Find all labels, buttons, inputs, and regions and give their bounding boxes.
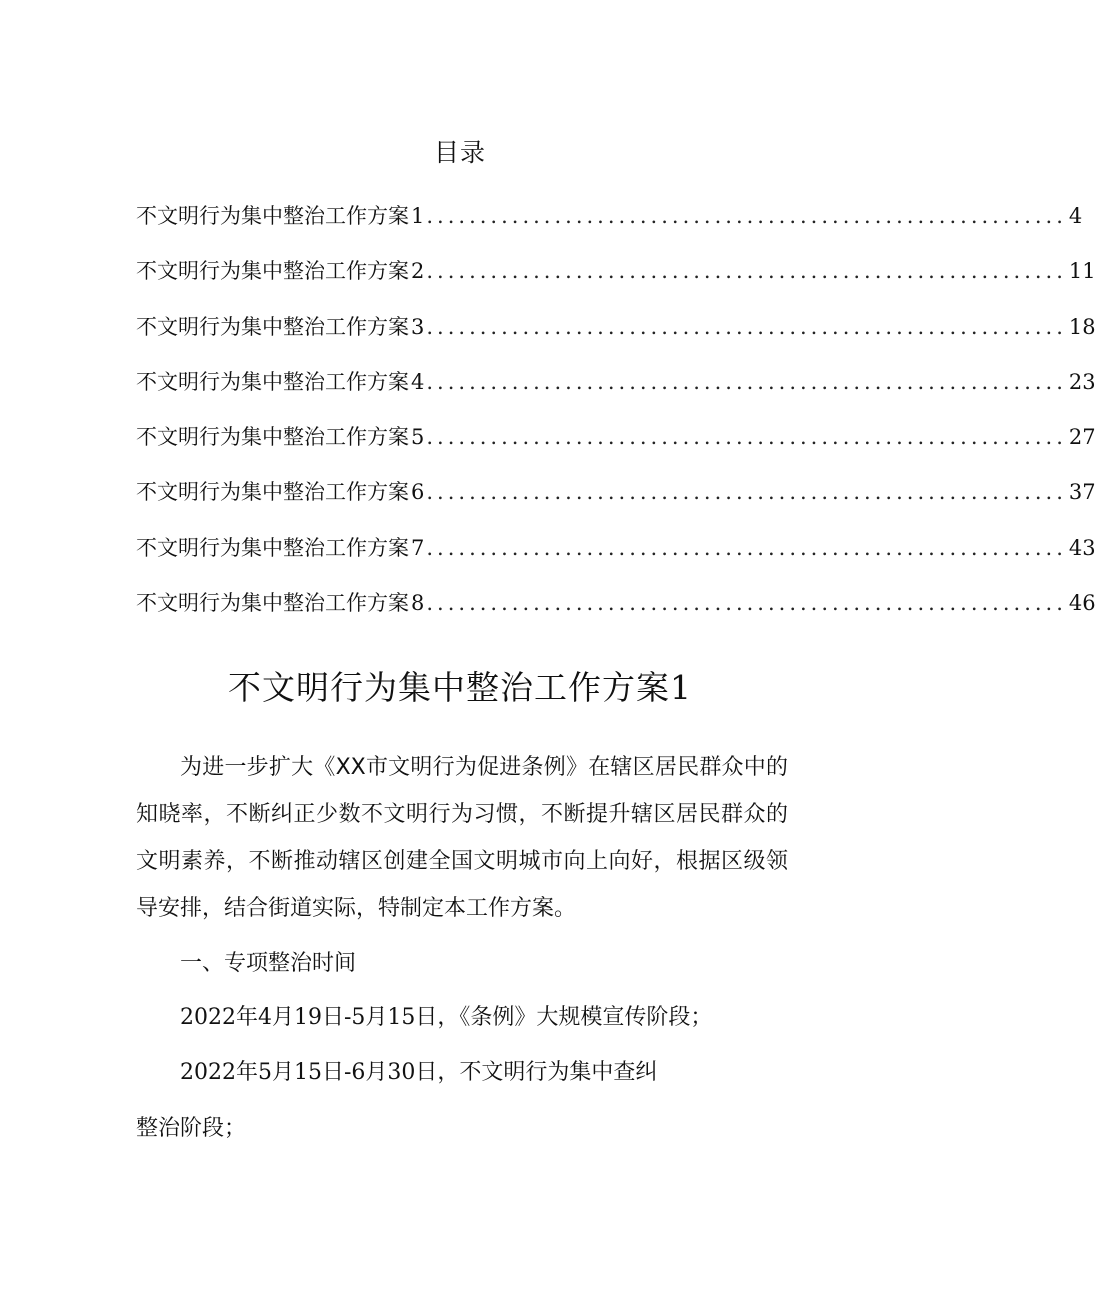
toc-entry-label: 不文明行为集中整治工作方案 [136,480,409,505]
schedule-continued: 整治阶段； [136,1116,247,1141]
toc-dot-leader: ............................................................ [426,591,1067,616]
toc-entry-label: 不文明行为集中整治工作方案 [136,259,409,284]
toc-dot-leader: ............................................................ [426,369,1067,394]
toc-entry-number: 1 [411,204,425,228]
toc-entry-label: 不文明行为集中整治工作方案 [136,425,409,450]
toc-entry-label: 不文明行为集中整治工作方案 [136,591,409,616]
schedule-text: ，《条例》大规模宣传阶段； [437,1005,713,1030]
toc-page-number: 37 [1068,480,1096,505]
toc-entry[interactable] [136,307,1096,347]
toc-entry-number: 8 [411,591,425,616]
toc-page-number: 23 [1068,369,1096,394]
toc-entry[interactable] [136,472,1096,512]
toc-entry-number: 3 [411,314,425,339]
toc-entry-number: 4 [411,369,425,394]
toc-entry-label: 不文明行为集中整治工作方案 [136,314,409,339]
schedule-line [180,1053,657,1093]
toc-entry[interactable] [136,583,1096,623]
intro-paragraph: 为进一步扩大《XX市文明行为促进条例》在辖区居民群众中的知晓率，不断纠正少数不文明行为习惯，不断提升辖区居民群众的文明素养，不断推动辖区创建全国文明城市向上向好，根据区级领导安排，结合街道实际，特制定本工作方案。 [136,755,788,921]
toc-entry-label: 不文明行为集中整治工作方案 [136,204,409,228]
toc-page-number: 11 [1068,259,1096,284]
toc-dot-leader: ............................................................ [426,204,1067,228]
toc-dot-leader: ............................................................ [426,480,1067,505]
toc-page-number: 43 [1068,535,1096,560]
toc-title: 目录 [433,138,486,167]
toc-page-number: 4 [1068,204,1083,228]
schedule-text: ，不文明行为集中查纠 [437,1060,658,1085]
toc-entry[interactable] [136,417,1096,457]
toc-page-number: 27 [1068,425,1096,450]
toc-dot-leader: ............................................................ [426,314,1067,339]
toc-entry-label: 不文明行为集中整治工作方案 [136,369,409,394]
toc-entry-number: 7 [411,535,425,560]
toc-page-number: 18 [1068,314,1096,339]
toc-entry-label: 不文明行为集中整治工作方案 [136,535,409,560]
toc-dot-leader: ............................................................ [426,535,1067,560]
toc-page-number: 46 [1068,591,1096,616]
schedule-dates: 2022年4月19日-5月15日 [180,1005,438,1030]
schedule-dates: 2022年5月15日-6月30日 [180,1060,438,1085]
toc-dot-leader: ............................................................ [426,425,1067,450]
document-title: 不文明行为集中整治工作方案1 [228,668,692,707]
toc-entry-number: 5 [411,425,425,450]
toc-entry-number: 2 [411,259,425,284]
schedule-line [180,998,712,1038]
toc-entry[interactable] [136,251,1096,291]
toc-dot-leader: ............................................................ [426,259,1067,284]
section-heading: 一、专项整治时间 [180,951,357,976]
table-of-contents [136,196,1096,638]
toc-entry[interactable] [136,196,1083,236]
toc-entry[interactable] [136,362,1096,402]
toc-entry-number: 6 [411,480,425,505]
toc-entry[interactable] [136,528,1096,568]
